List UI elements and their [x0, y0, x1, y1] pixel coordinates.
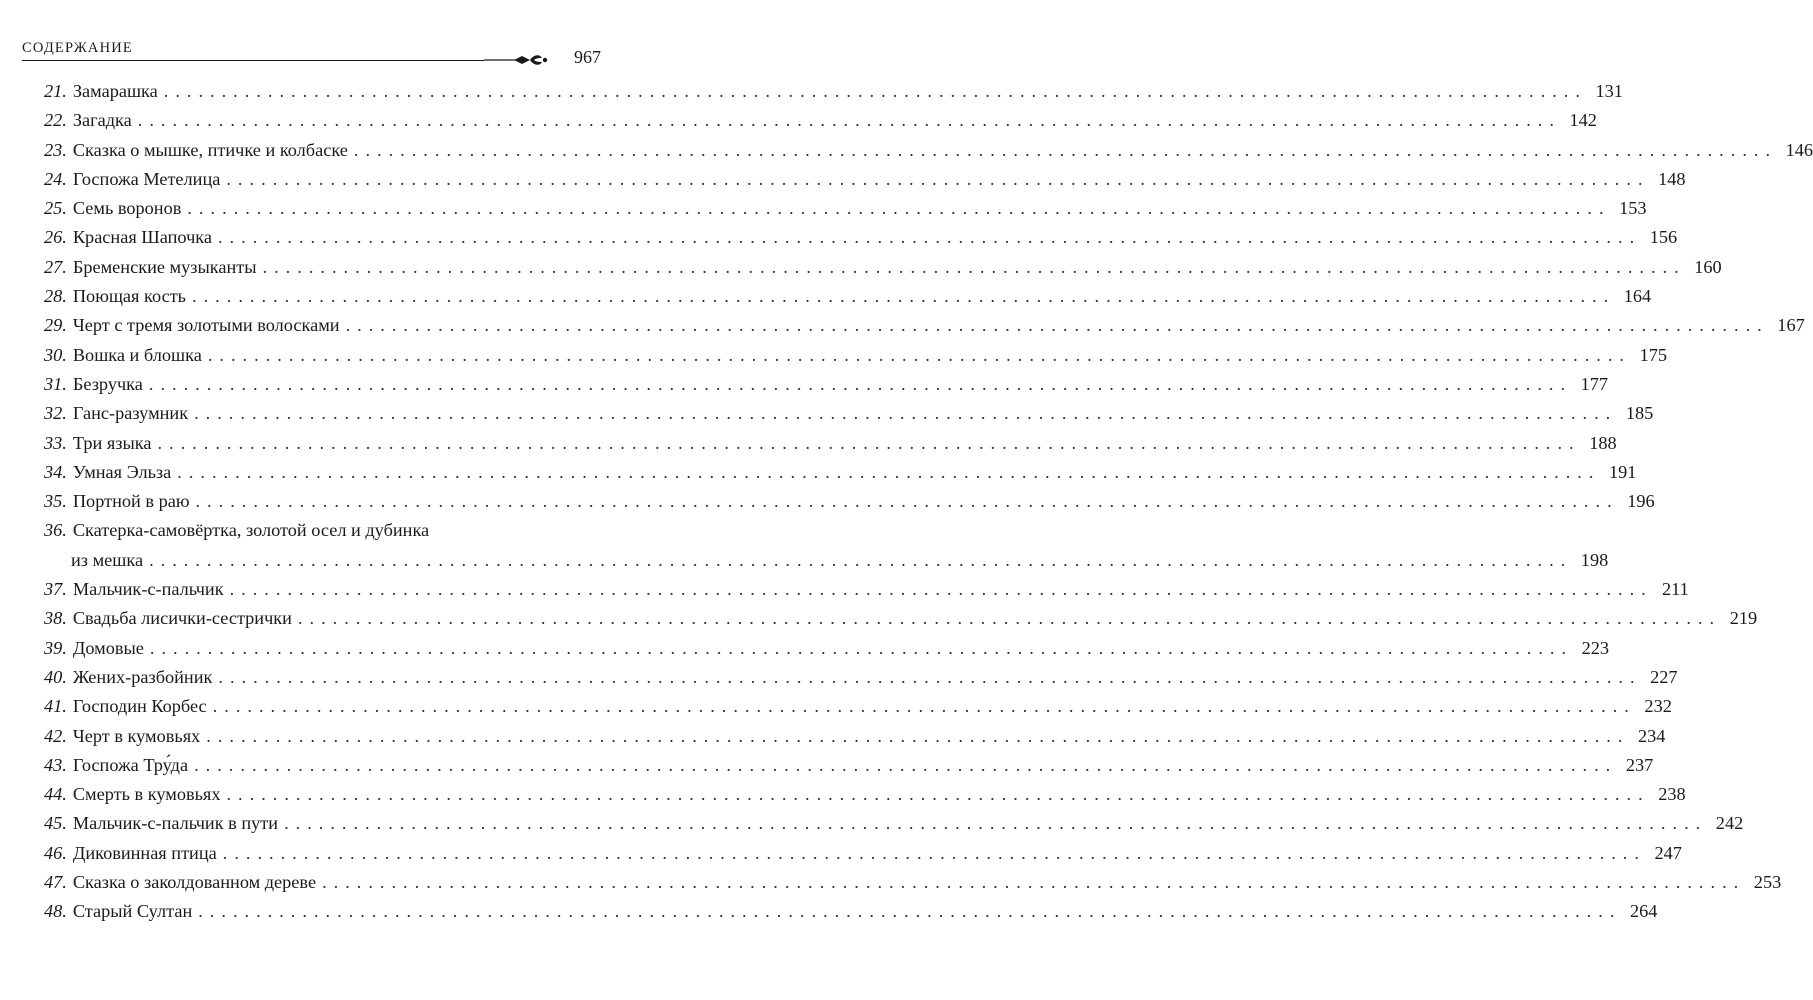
- toc-entry[interactable]: [44, 106, 1597, 135]
- entry-number: 39.: [44, 637, 67, 658]
- toc-entry[interactable]: [44, 458, 1637, 487]
- dot-leader: ...........................................................................................................................: [322, 872, 1746, 893]
- dot-leader: ...........................................................................................................................: [157, 432, 1581, 453]
- toc-entry[interactable]: [44, 429, 1617, 458]
- toc-entry[interactable]: [44, 77, 1623, 106]
- dot-leader: ...........................................................................................................................: [284, 813, 1708, 834]
- entry-page: 219: [1729, 608, 1758, 629]
- entry-page: 153: [1619, 198, 1647, 219]
- entry-title: Сказка о заколдованном дереве: [72, 872, 317, 893]
- entry-number: 48.: [44, 901, 67, 922]
- toc-entry[interactable]: [44, 223, 1678, 252]
- entry-number: 21.: [44, 81, 67, 101]
- dot-leader: ...........................................................................................................................: [194, 403, 1618, 424]
- dot-leader: ...........................................................................................................................: [353, 139, 1778, 160]
- entry-title: Сказка о мышке, птичке и колбаске: [72, 139, 348, 160]
- toc-entry[interactable]: [44, 868, 1782, 897]
- entry-title: Жених-разбойник: [72, 666, 213, 687]
- section-title: СОДЕРЖАНИЕ: [22, 40, 133, 56]
- entry-number: 37.: [44, 579, 67, 600]
- dot-leader: ...........................................................................................................................: [218, 666, 1642, 687]
- entry-page: 232: [1644, 696, 1672, 717]
- header-rule: [22, 60, 484, 61]
- dot-leader: ...........................................................................................................................: [212, 696, 1636, 717]
- entry-page: 242: [1715, 813, 1744, 834]
- entry-title: Смерть в кумовьях: [72, 784, 221, 805]
- entry-title: Черт в кумовьях: [72, 725, 201, 746]
- dot-leader: ...........................................................................................................................: [192, 286, 1616, 307]
- entry-title: Умная Эльза: [72, 461, 172, 482]
- dot-leader: ...........................................................................................................................: [262, 256, 1686, 277]
- entry-page: 237: [1625, 754, 1654, 775]
- entry-number: 36.: [44, 520, 67, 541]
- dot-leader: ...........................................................................................................................: [149, 549, 1573, 570]
- toc-entry[interactable]: [44, 722, 1666, 751]
- entry-title: Портной в раю: [72, 491, 190, 512]
- dot-leader: ...........................................................................................................................: [345, 315, 1769, 336]
- toc-entry[interactable]: [44, 516, 1609, 575]
- entry-number: 42.: [44, 725, 67, 746]
- entry-number: 22.: [44, 110, 67, 131]
- dot-leader: ...........................................................................................................................: [177, 461, 1601, 482]
- entry-page: 188: [1589, 432, 1617, 453]
- toc-entry[interactable]: [44, 165, 1686, 194]
- entry-title: Мальчик-с-пальчик: [72, 579, 224, 600]
- dot-leader: ...........................................................................................................................: [226, 784, 1650, 805]
- toc-entry[interactable]: [44, 253, 1722, 282]
- entry-number: 24.: [44, 168, 67, 189]
- toc-entry[interactable]: [44, 663, 1678, 692]
- dot-leader: ...........................................................................................................................: [207, 344, 1631, 365]
- entry-page: 227: [1650, 666, 1678, 687]
- entry-title: Безручка: [72, 373, 143, 394]
- entry-title: Вошка и блошка: [72, 344, 202, 365]
- page-number: 967: [574, 47, 601, 67]
- dot-leader: ...........................................................................................................................: [187, 198, 1611, 219]
- toc-entry[interactable]: [44, 604, 1758, 633]
- entry-title: Ганс-разумник: [72, 403, 189, 424]
- entry-title: Поющая кость: [72, 286, 187, 307]
- dot-leader: ...........................................................................................................................: [217, 227, 1642, 248]
- toc-entry[interactable]: [44, 370, 1609, 399]
- entry-title: Скатерка-самовёртка, золотой осел и дубинка: [72, 520, 430, 541]
- entry-page: 253: [1753, 872, 1782, 893]
- entry-page: 264: [1629, 901, 1658, 922]
- toc-entry[interactable]: [44, 780, 1686, 809]
- entry-title: Загадка: [72, 110, 132, 131]
- entry-number: 23.: [44, 139, 67, 160]
- entry-number: 33.: [44, 432, 67, 453]
- dot-leader: ...........................................................................................................................: [149, 637, 1574, 658]
- entry-title: Бременские музыканты: [72, 256, 257, 277]
- dot-leader: ...........................................................................................................................: [222, 842, 1646, 863]
- entry-number: 45.: [44, 813, 67, 834]
- toc-entry[interactable]: [44, 839, 1682, 868]
- entry-number: 44.: [44, 784, 67, 805]
- toc-entry[interactable]: [44, 692, 1672, 721]
- entry-number: 47.: [44, 872, 67, 893]
- entry-title: Старый Султан: [72, 901, 193, 922]
- entry-page: 196: [1627, 491, 1655, 512]
- entry-page: 167: [1777, 315, 1805, 336]
- entry-page: 146: [1785, 139, 1813, 160]
- toc-entry[interactable]: [44, 282, 1652, 311]
- entry-number: 41.: [44, 696, 67, 717]
- toc-entry[interactable]: [44, 194, 1647, 223]
- entry-title: Черт с тремя золотыми волосками: [72, 315, 340, 336]
- toc-entry[interactable]: [44, 487, 1655, 516]
- toc-entry[interactable]: [44, 634, 1610, 663]
- entry-number: 31.: [44, 373, 67, 394]
- entry-page: 185: [1625, 403, 1654, 424]
- entry-page: 175: [1639, 344, 1667, 365]
- entry-number: 43.: [44, 754, 67, 775]
- floral-ornament-icon: [484, 52, 550, 68]
- entry-number: 35.: [44, 491, 67, 512]
- entry-page: 211: [1662, 579, 1689, 600]
- table-of-contents: [44, 77, 1813, 927]
- dot-leader: ...........................................................................................................................: [226, 168, 1650, 189]
- dot-leader: ...........................................................................................................................: [194, 754, 1618, 775]
- entry-title: Семь воронов: [72, 198, 182, 219]
- toc-entry[interactable]: [44, 809, 1744, 838]
- entry-page: 160: [1694, 256, 1722, 277]
- entry-page: 191: [1609, 461, 1637, 482]
- entry-title: Красная Шапочка: [72, 227, 212, 248]
- dot-leader: ...........................................................................................................................: [148, 373, 1573, 394]
- entry-number: 30.: [44, 344, 67, 365]
- dot-leader: ...........................................................................................................................: [206, 725, 1630, 746]
- entry-page: 131: [1595, 81, 1623, 101]
- dot-leader: ...........................................................................................................................: [297, 608, 1722, 629]
- entry-number: 38.: [44, 608, 67, 629]
- entry-page: 148: [1658, 168, 1686, 189]
- entry-number: 28.: [44, 286, 67, 307]
- entry-title: Свадьба лисички-сестрички: [72, 608, 292, 629]
- entry-title: Госпожа Тру́да: [72, 754, 189, 775]
- entry-page: 142: [1569, 110, 1597, 131]
- entry-title: Диковинная птица: [72, 842, 217, 863]
- dot-leader: ...........................................................................................................................: [137, 110, 1561, 131]
- entry-number: 27.: [44, 256, 67, 277]
- entry-number: 46.: [44, 842, 67, 863]
- dot-leader: ...........................................................................................................................: [229, 579, 1653, 600]
- toc-entry[interactable]: [44, 897, 1658, 926]
- entry-number: 25.: [44, 198, 67, 219]
- entry-page: 247: [1654, 842, 1682, 863]
- entry-title-continuation: из мешка: [71, 549, 144, 570]
- entry-page: 223: [1581, 637, 1610, 658]
- running-header: [22, 38, 601, 67]
- entry-title: Госпожа Метелица: [72, 168, 221, 189]
- entry-page: 156: [1649, 227, 1678, 248]
- toc-entry[interactable]: [44, 575, 1689, 604]
- entry-title: Три языка: [72, 432, 152, 453]
- entry-title: Замарашка: [72, 81, 158, 101]
- toc-entry[interactable]: [44, 341, 1667, 370]
- entry-number: 40.: [44, 666, 67, 687]
- entry-page: 234: [1638, 725, 1666, 746]
- entry-number: 26.: [44, 227, 67, 248]
- entry-title: Господин Корбес: [72, 696, 207, 717]
- entry-page: 164: [1623, 286, 1652, 307]
- toc-entry[interactable]: [44, 311, 1805, 340]
- toc-entry[interactable]: [44, 136, 1813, 165]
- dot-leader: ...........................................................................................................................: [198, 901, 1622, 922]
- entry-page: 198: [1580, 549, 1609, 570]
- entry-number: 32.: [44, 403, 67, 424]
- toc-entry[interactable]: [44, 399, 1654, 428]
- entry-page: 177: [1580, 373, 1609, 394]
- dot-leader: ...........................................................................................................................: [195, 491, 1619, 512]
- toc-entry[interactable]: [44, 751, 1654, 780]
- entry-title: Мальчик-с-пальчик в пути: [72, 813, 279, 834]
- entry-number: 29.: [44, 315, 67, 336]
- entry-number: 34.: [44, 461, 67, 482]
- entry-page: 238: [1658, 784, 1686, 805]
- dot-leader: ...........................................................................................................................: [163, 81, 1587, 101]
- entry-title: Домовые: [72, 637, 144, 658]
